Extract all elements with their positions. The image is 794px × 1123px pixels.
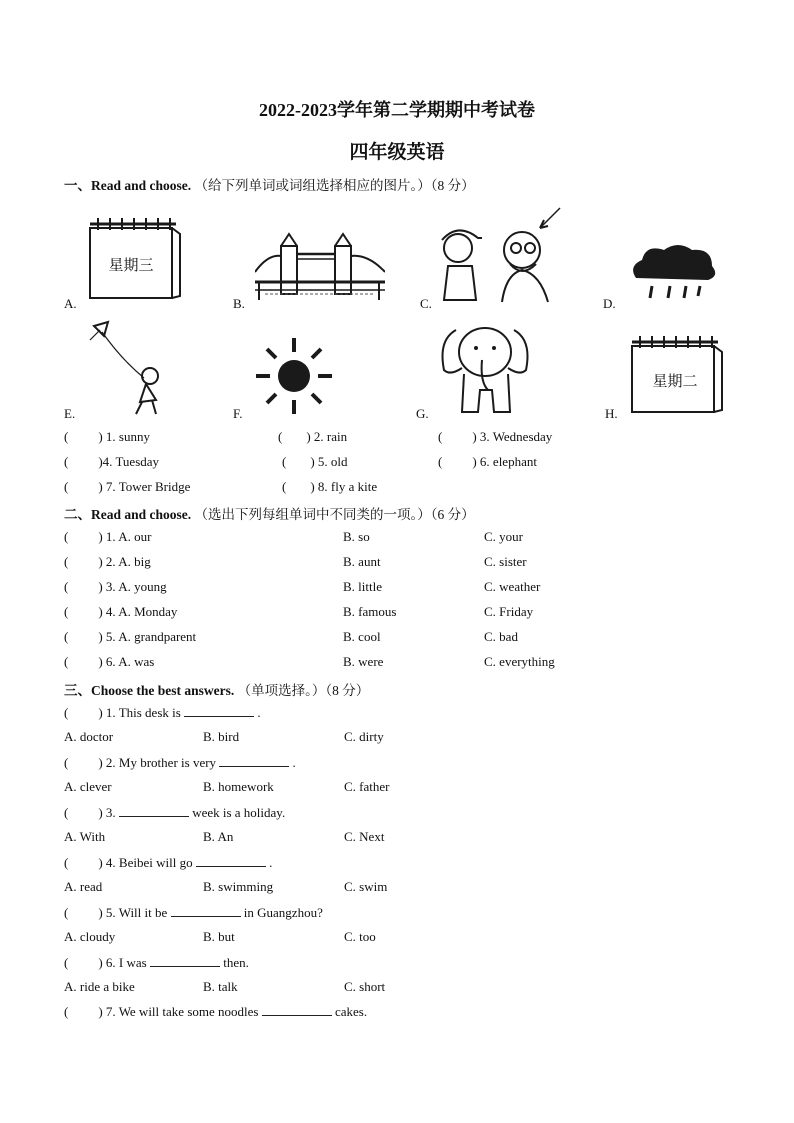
section2-instruction: （选出下列每组单词中不同类的一项。）（6 分） [194,507,475,522]
s1-item-1: ( ) 1. sunny [64,429,150,444]
answer-blank[interactable] [262,1003,332,1016]
s3-question: ( ) 3. week is a holiday. [64,805,286,820]
s1-item-6: ( ) 6. elephant [438,454,537,469]
s2-question: ( ) 1. A. our [64,529,152,544]
exam-title: 2022-2023学年第二学期期中考试卷 [259,100,535,120]
s3-question: ( ) 2. My brother is very . [64,755,296,770]
tower-bridge-image [255,232,385,304]
s2-question: ( ) 5. A. grandparent [64,629,197,644]
s2-option-b: B. aunt [343,554,381,569]
s2-question: ( ) 2. A. big [64,554,151,569]
s2-option-c: C. bad [484,629,518,644]
calendar-a-text: 星期三 [108,256,154,274]
picture-label-a: A. [64,296,77,311]
s2-option-c: C. Friday [484,604,534,619]
s2-option-b: B. so [343,529,370,544]
exam-subtitle: 四年级英语 [349,142,445,163]
s3-question: ( ) 4. Beibei will go . [64,855,273,870]
s2-option-c: C. everything [484,654,555,669]
section3-instruction: （单项选择。）（8 分） [237,683,370,698]
fly-a-kite-image [82,320,172,418]
calendar-wednesday-image [84,214,184,304]
s3-option-b: B. swimming [203,879,274,894]
picture-label-b: B. [233,296,245,311]
answer-blank[interactable] [196,854,266,867]
s3-question: ( ) 5. Will it be in Guangzhou? [64,905,323,920]
answer-blank[interactable] [171,904,241,917]
section2-heading [64,503,475,523]
calendar-tuesday-image [626,334,726,418]
s2-option-b: B. cool [343,629,381,644]
s3-question: ( ) 6. I was then. [64,955,249,970]
answer-blank[interactable] [150,954,220,967]
s3-question: ( ) 1. This desk is . [64,705,261,720]
picture-label-c: C. [420,296,432,311]
elephant-image [436,320,534,418]
s2-question: ( ) 6. A. was [64,654,155,669]
s3-option-b: B. talk [203,979,238,994]
picture-label-d: D. [603,296,616,311]
s2-option-b: B. were [343,654,384,669]
s1-item-4: ( )4. Tuesday [64,454,160,469]
s3-option-c: C. father [344,779,390,794]
s3-option-a: A. read [64,879,103,894]
s2-option-c: C. sister [484,554,527,569]
s3-option-a: A. doctor [64,729,114,744]
s1-item-8: ( ) 8. fly a kite [282,479,378,494]
s1-item-7: ( ) 7. Tower Bridge [64,479,191,494]
s2-option-b: B. little [343,579,382,594]
s3-option-b: B. An [203,829,234,844]
section1-title: 一、Read and choose. [64,178,192,193]
s3-option-a: A. ride a bike [64,979,135,994]
section3-title: 三、Choose the best answers. [64,683,235,698]
s2-option-c: C. weather [484,579,541,594]
picture-label-e: E. [64,406,76,421]
section2-title: 二、Read and choose. [64,507,192,522]
s3-option-c: C. swim [344,879,388,894]
s2-option-b: B. famous [343,604,397,619]
s3-option-c: C. short [344,979,386,994]
picture-label-g: G. [416,406,429,421]
sun-image [252,334,336,418]
picture-label-f: F. [233,406,243,421]
answer-blank[interactable] [119,804,189,817]
s3-question: ( ) 7. We will take some noodles cakes. [64,1004,368,1019]
s2-option-c: C. your [484,529,523,544]
s2-question: ( ) 3. A. young [64,579,167,594]
s3-option-a: A. With [64,829,106,844]
s3-option-b: B. but [203,929,235,944]
s3-option-b: B. homework [203,779,274,794]
section1-heading [64,174,475,194]
section3-heading [64,679,369,699]
s3-option-c: C. too [344,929,376,944]
s1-item-3: ( ) 3. Wednesday [438,429,553,444]
calendar-h-text: 星期二 [652,372,698,390]
s3-option-b: B. bird [203,729,240,744]
section1-instruction: （给下列单词或词组选择相应的图片。）（8 分） [194,178,475,193]
s3-option-c: C. dirty [344,729,384,744]
picture-label-h: H. [605,406,618,421]
s3-option-a: A. clever [64,779,112,794]
answer-blank[interactable] [184,704,254,717]
answer-blank[interactable] [219,754,289,767]
s1-item-2: ( ) 2. rain [278,429,348,444]
s1-item-5: ( ) 5. old [282,454,348,469]
s3-option-a: A. cloudy [64,929,116,944]
s2-question: ( ) 4. A. Monday [64,604,178,619]
boy-and-old-man-image [436,204,570,304]
rain-cloud-image [628,240,720,306]
s3-option-c: C. Next [344,829,385,844]
